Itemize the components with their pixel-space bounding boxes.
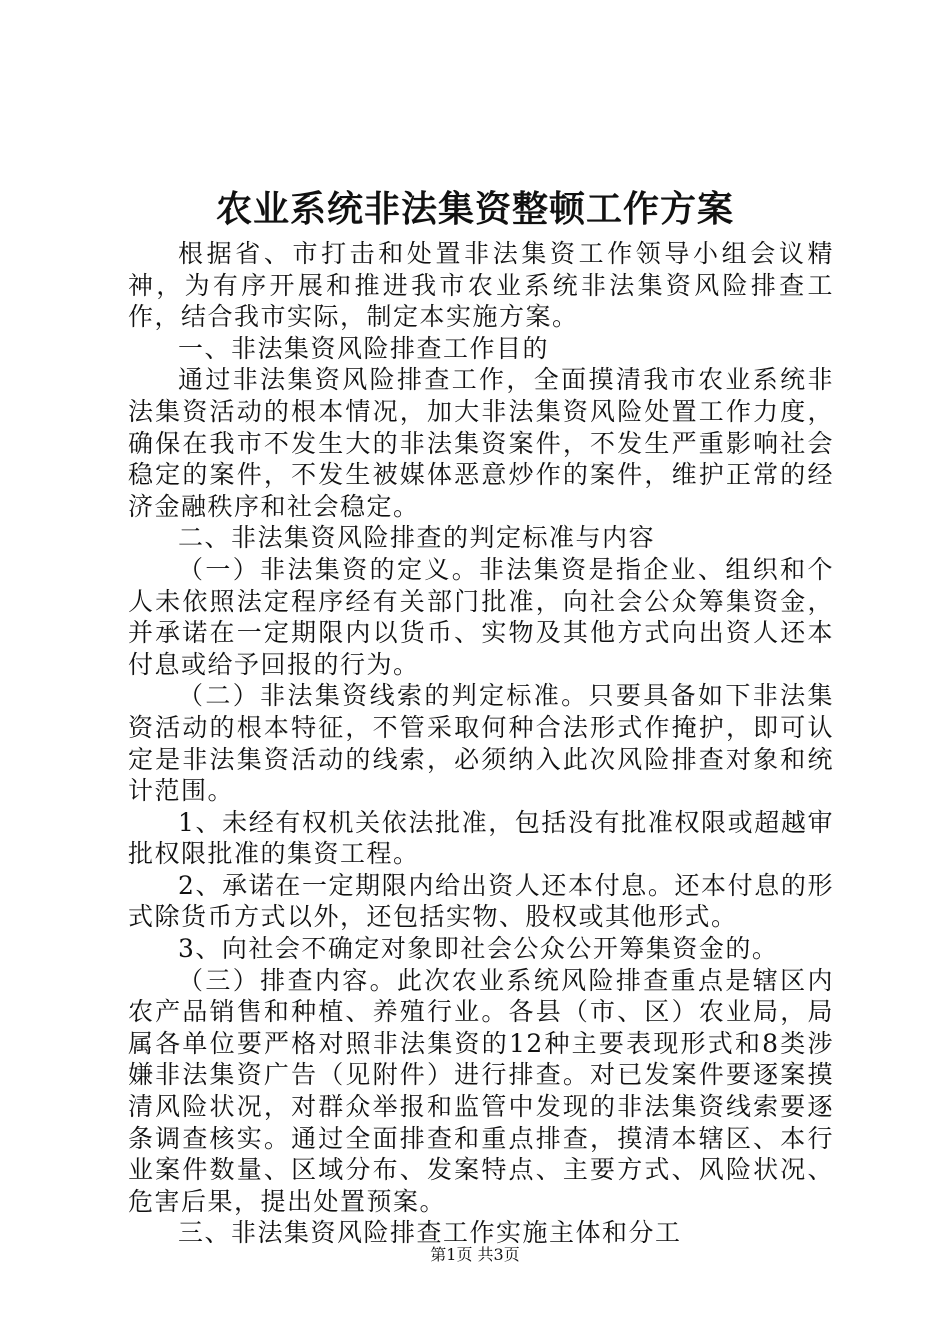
section-heading: 一、非法集资风险排查工作目的	[178, 333, 550, 363]
page-footer: 第1页 共3页	[430, 1245, 520, 1264]
document-title: 农业系统非法集资整顿工作方案	[215, 188, 734, 230]
document-body	[128, 238, 834, 1249]
list-item: 1、未经有权机关依法批准，包括没有批准权限或超越审批权限批准的集资工程。	[128, 807, 834, 869]
paragraph: （三）排查内容。此次农业系统风险排查重点是辖区内农产品销售和种植、养殖行业。各县（市、区）农业局，局属各单位要严格对照非法集资的12种主要表现形式和8类涉嫌非法集资广告（见附件）进行排查。对已发案件要逐案摸清风险状况，对群众举报和监管中发现的非法集资线索要逐条调查核实。通过全面排查和重点排查，摸清本辖区、本行业案件数量、区域分布、发案特点、主要方式、风险状况、危害后果，提出处置预案。	[128, 965, 834, 1216]
section-heading: 二、非法集资风险排查的判定标准与内容	[178, 523, 656, 553]
list-item: 2、承诺在一定期限内给出资人还本付息。还本付息的形式除货币方式以外，还包括实物、股权或其他形式。	[128, 870, 834, 932]
paragraph: （二）非法集资线索的判定标准。只要具备如下非法集资活动的根本特征，不管采取何种合法形式作掩护，即可认定是非法集资活动的线索，必须纳入此次风险排查对象和统计范围。	[128, 681, 834, 806]
paragraph: 通过非法集资风险排查工作，全面摸清我市农业系统非法集资活动的根本情况，加大非法集资风险处置工作力度，确保在我市不发生大的非法集资案件，不发生严重影响社会稳定的案件，不发生被媒体恶意炒作的案件，维护正常的经济金融秩序和社会稳定。	[128, 365, 834, 521]
list-item: 3、向社会不确定对象即社会公众公开筹集资金的。	[178, 934, 779, 964]
paragraph: 根据省、市打击和处置非法集资工作领导小组会议精神，为有序开展和推进我市农业系统非法集资风险排查工作，结合我市实际，制定本实施方案。	[128, 239, 834, 332]
section-heading: 三、非法集资风险排查工作实施主体和分工	[178, 1218, 682, 1248]
paragraph: （一）非法集资的定义。非法集资是指企业、组织和个人未依照法定程序经有关部门批准，向社会公众筹集资金，并承诺在一定期限内以货币、实物及其他方式向出资人还本付息或给予回报的行为。	[128, 554, 834, 679]
